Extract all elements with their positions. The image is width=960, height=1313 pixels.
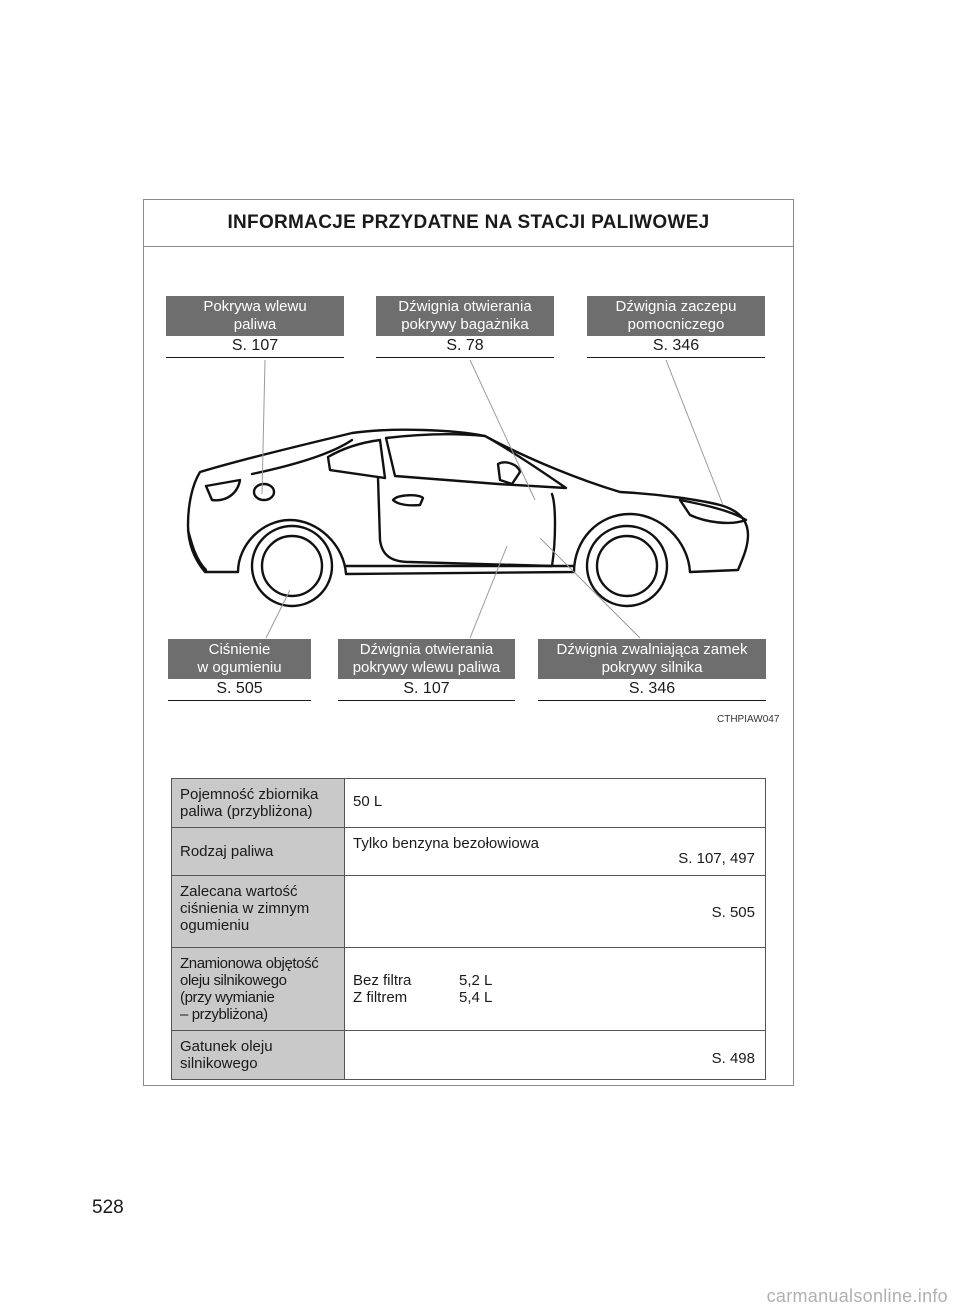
callout-page-ref: S. 107 [338, 679, 515, 701]
callout-page-ref: S. 107 [166, 336, 344, 358]
oil-option-amount: 5,2 L [459, 972, 493, 989]
spec-key: Znamionowa objętość oleju silnikowego (przy wymianie – przybliżona) [172, 948, 345, 1031]
oil-option-amount: 5,4 L [459, 989, 493, 1006]
spec-key: Pojemność zbiornika paliwa (przybliżona) [172, 779, 345, 828]
oil-option-name: Z filtrem [353, 989, 408, 1006]
callout-page-ref: S. 346 [587, 336, 765, 358]
spec-value: Tylko benzyna bezołowiowa [353, 835, 539, 852]
watermark: carmanualsonline.info [766, 1286, 948, 1306]
figure-code: CTHPIAW047 [717, 714, 780, 725]
callout-page-ref: S. 505 [168, 679, 311, 701]
spec-page-ref: S. 107, 497 [678, 850, 755, 867]
callout-label: Dźwignia zaczepu pomocniczego [587, 296, 765, 336]
callout-page-ref: S. 78 [376, 336, 554, 358]
table-row [172, 828, 766, 876]
page-number: 528 [92, 1197, 124, 1218]
table-row [172, 876, 766, 948]
spec-value-cell [345, 876, 766, 948]
spec-value-cell [345, 828, 766, 876]
spec-page-ref: S. 505 [711, 904, 755, 921]
spec-page-ref: S. 498 [711, 1050, 755, 1067]
callout-page-ref: S. 346 [538, 679, 766, 701]
table-row [172, 948, 766, 1031]
spec-value: 50 L [345, 779, 766, 828]
callout-fuel-door [166, 296, 344, 358]
spec-key: Gatunek oleju silnikowego [172, 1031, 345, 1080]
callout-trunk-lever [376, 296, 554, 358]
callout-fuel-door-lever [338, 639, 515, 701]
oil-capacity-list [353, 972, 757, 1006]
callout-hood-release [538, 639, 766, 701]
page-title: INFORMACJE PRZYDATNE NA STACJI PALIWOWEJ [227, 212, 710, 233]
spec-value-cell [345, 948, 766, 1031]
table-row [172, 1031, 766, 1080]
table-row [172, 779, 766, 828]
callout-label: Dźwignia otwierania pokrywy bagażnika [376, 296, 554, 336]
oil-option-name: Bez filtra [353, 972, 412, 989]
callout-label: Ciśnienie w ogumieniu [168, 639, 311, 679]
spec-key: Rodzaj paliwa [172, 828, 345, 876]
spec-key: Zalecana wartość ciśnienia w zimnym ogumieniu [172, 876, 345, 948]
callout-label: Pokrywa wlewu paliwa [166, 296, 344, 336]
spec-table [171, 778, 766, 1080]
callout-tire-pressure [168, 639, 311, 701]
spec-value-cell [345, 1031, 766, 1080]
callout-auxiliary-catch [587, 296, 765, 358]
callout-label: Dźwignia otwierania pokrywy wlewu paliwa [338, 639, 515, 679]
callout-label: Dźwignia zwalniająca zamek pokrywy silnika [538, 639, 766, 679]
